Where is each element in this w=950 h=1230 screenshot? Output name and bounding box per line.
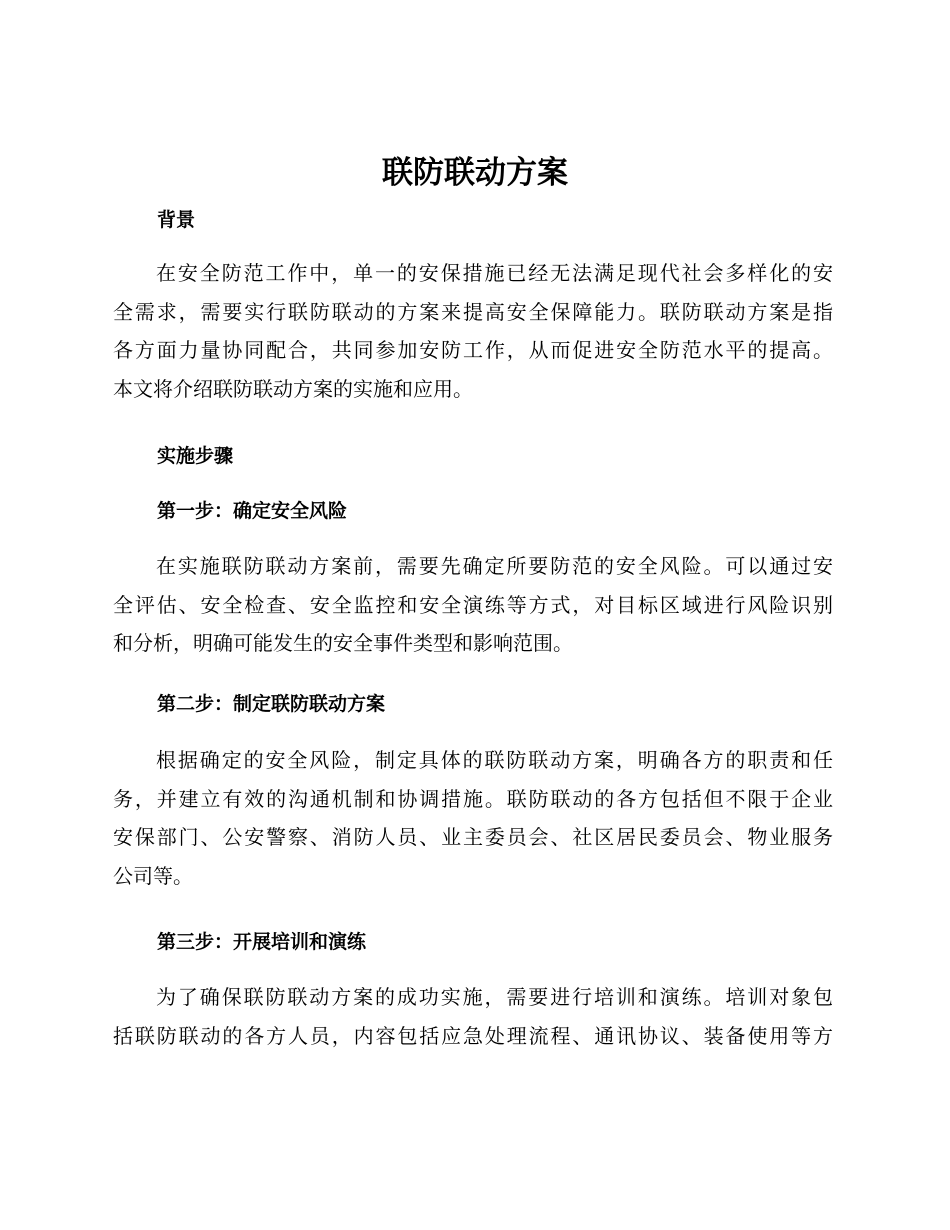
paragraph-line: 括联防联动的各方人员，内容包括应急处理流程、通讯协议、装备使用等方 xyxy=(113,1023,833,1048)
paragraph-step1 xyxy=(113,547,833,663)
document-title: 联防联动方案 xyxy=(382,155,568,191)
paragraph-line: 为了确保联防联动方案的成功实施，需要进行培训和演练。培训对象包 xyxy=(156,985,833,1009)
paragraph-line: 公司等。 xyxy=(113,863,193,888)
paragraph-line: 务，并建立有效的沟通机制和协调措施。联防联动的各方包括但不限于企业 xyxy=(113,786,833,811)
step1-heading: 第一步：确定安全风险 xyxy=(157,500,348,522)
paragraph-line: 本文将介绍联防联动方案的实施和应用。 xyxy=(113,376,473,401)
paragraph-line: 全评估、安全检查、安全监控和安全演练等方式，对目标区域进行风险识别 xyxy=(113,592,833,617)
paragraph-step2 xyxy=(113,741,833,895)
paragraph-line: 在实施联防联动方案前，需要先确定所要防范的安全风险。可以通过安 xyxy=(156,554,833,578)
paragraph-line: 各方面力量协同配合，共同参加安防工作，从而促进安全防范水平的提高。 xyxy=(113,338,833,362)
step3-heading: 第三步：开展培训和演练 xyxy=(157,931,367,953)
section-heading-background: 背景 xyxy=(157,209,196,231)
paragraph-line: 安保部门、公安警察、消防人员、业主委员会、社区居民委员会、物业服务 xyxy=(113,825,833,849)
paragraph-line: 和分析，明确可能发生的安全事件类型和影响范围。 xyxy=(113,631,573,655)
paragraph-line: 在安全防范工作中，单一的安保措施已经无法满足现代社会多样化的安 xyxy=(156,261,833,285)
paragraph-line: 根据确定的安全风险，制定具体的联防联动方案，明确各方的职责和任 xyxy=(156,748,833,772)
paragraph-background xyxy=(113,254,833,408)
paragraph-step3 xyxy=(113,978,833,1055)
section-heading-steps: 实施步骤 xyxy=(157,445,234,467)
step2-heading: 第二步：制定联防联动方案 xyxy=(157,693,386,715)
paragraph-line: 全需求，需要实行联防联动的方案来提高安全保障能力。联防联动方案是指 xyxy=(113,299,833,324)
